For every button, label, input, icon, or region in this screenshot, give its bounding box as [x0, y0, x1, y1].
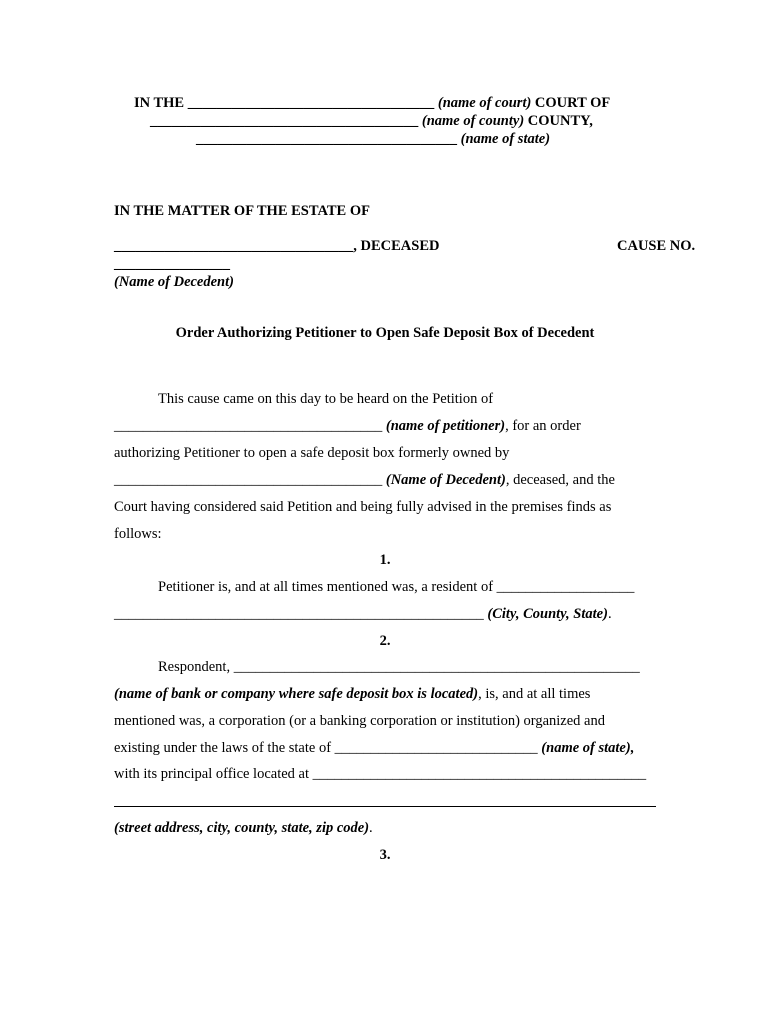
- intro-line-4: [114, 473, 615, 488]
- document-title: Order Authorizing Petitioner to Open Safe Deposit Box of Decedent: [175, 325, 595, 341]
- decedent-name-blank[interactable]: _________________________________: [114, 238, 354, 254]
- section-1-line-2-end: .: [607, 606, 612, 622]
- cause-number-label: CAUSE NO.: [617, 238, 696, 254]
- petitioner-name-blank[interactable]: _____________________________________: [114, 418, 383, 434]
- intro-line-5: Court having considered said Petition and being fully advised in the premises finds as: [114, 499, 612, 515]
- deceased-label: , DECEASED: [353, 238, 440, 254]
- court-name-blank[interactable]: __________________________________: [187, 95, 435, 111]
- section-1-number: 1.: [379, 552, 391, 568]
- section-1-line-2: [114, 607, 612, 622]
- state-name-blank[interactable]: ____________________________________: [196, 131, 457, 147]
- residence-blank[interactable]: ___________________________________________________: [114, 606, 484, 622]
- section-2-line-7: [114, 821, 373, 836]
- intro-line-4-rest: , deceased, and the: [505, 472, 615, 488]
- intro-line-3: authorizing Petitioner to open a safe deposit box formerly owned by: [114, 445, 510, 461]
- section-2-line-3: mentioned was, a corporation (or a banking corporation or institution) organized and: [114, 713, 605, 729]
- section-2-line-2-rest: , is, and at all times: [478, 686, 591, 702]
- section-2-line-4-text: existing under the laws of the state of ____________________________: [114, 740, 542, 756]
- section-3-number: 3.: [379, 847, 391, 863]
- court-line: [134, 96, 610, 111]
- intro-line-2: [114, 419, 581, 434]
- intro-line-2-rest: , for an order: [505, 418, 581, 434]
- county-line: [150, 114, 593, 129]
- state-name-hint: (name of state): [460, 131, 551, 147]
- section-2-line-2: [114, 687, 590, 702]
- section-2-line-7-end: .: [369, 820, 373, 836]
- county-name-blank[interactable]: _____________________________________: [150, 113, 419, 129]
- address-hint: (street address, city, county, state, zip code): [114, 820, 370, 836]
- bank-state-hint: (name of state),: [541, 740, 635, 756]
- decedent-owner-hint: (Name of Decedent): [385, 472, 506, 488]
- court-name-hint: (name of court): [437, 95, 532, 111]
- residence-hint: (City, County, State): [487, 606, 608, 622]
- intro-line-1: This cause came on this day to be heard on the Petition of: [158, 391, 494, 407]
- address-blank-line[interactable]: [114, 806, 656, 807]
- decedent-owner-blank[interactable]: _____________________________________: [114, 472, 383, 488]
- court-suffix: COURT OF: [531, 95, 611, 111]
- county-suffix: COUNTY,: [524, 113, 593, 129]
- matter-line: IN THE MATTER OF THE ESTATE OF: [114, 203, 370, 219]
- petitioner-name-hint: (name of petitioner): [385, 418, 506, 434]
- section-2-line-1: Respondent, ________________________________________________________: [158, 659, 640, 675]
- section-2-line-5: with its principal office located at ______________________________________________: [114, 766, 647, 782]
- cause-number-blank[interactable]: ________________: [114, 256, 230, 272]
- decedent-name-hint: (Name of Decedent): [114, 274, 234, 290]
- bank-name-hint: (name of bank or company where safe deposit box is located): [114, 686, 479, 702]
- county-name-hint: (name of county): [421, 113, 525, 129]
- section-2-line-4: [114, 741, 634, 756]
- section-2-number: 2.: [379, 633, 391, 649]
- court-prefix: IN THE: [134, 95, 188, 111]
- section-1-line-1: Petitioner is, and at all times mentioned was, a resident of ___________________: [158, 579, 635, 595]
- intro-line-6: follows:: [114, 526, 162, 542]
- state-line: [196, 132, 550, 147]
- decedent-line: [114, 239, 439, 254]
